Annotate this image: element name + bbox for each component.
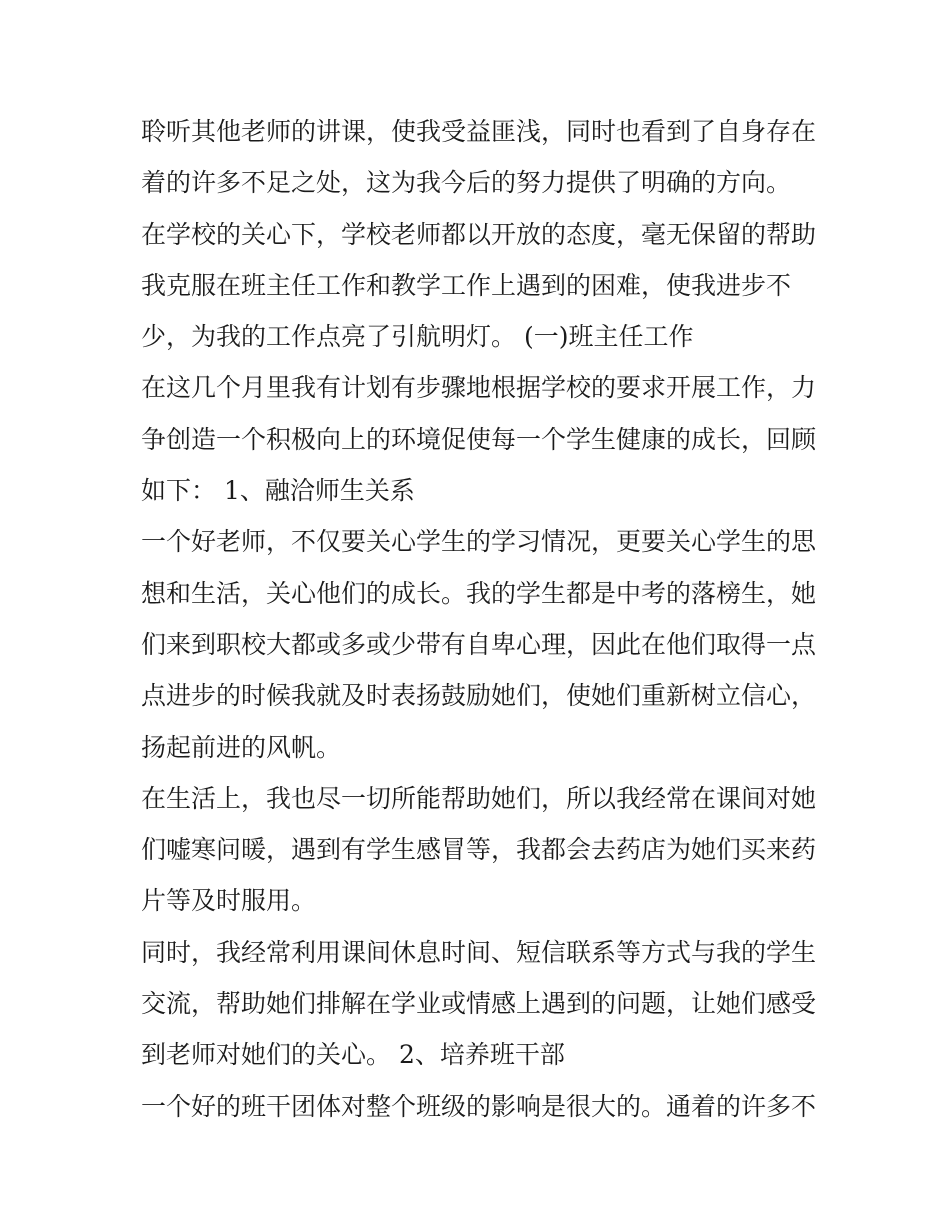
text-line: 交流，帮助她们排解在学业或情感上遇到的问题，让她们感受	[141, 989, 817, 1019]
text-line: 着的许多不足之处，这为我今后的努力提供了明确的方向。	[141, 168, 792, 198]
text-line: 聆听其他老师的讲课，使我受益匪浅，同时也看到了自身存在	[141, 117, 817, 146]
text-line: 一个好老师，不仅要关心学生的学习情况，更要关心学生的思	[141, 527, 817, 557]
text-line: 点进步的时候我就及时表扬鼓励她们，使她们重新树立信心，	[141, 681, 817, 711]
text-line: 们嘘寒问暖，遇到有学生感冒等，我都会去药店为她们买来药	[141, 835, 817, 865]
document-body	[141, 106, 821, 1132]
text-line: 在学校的关心下，学校老师都以开放的态度，毫无保留的帮助	[141, 219, 817, 249]
text-line: 同时，我经常利用课间休息时间、短信联系等方式与我的学生	[141, 937, 817, 967]
text-line: 如下： 1、融洽师生关系	[141, 476, 415, 506]
text-line: 扬起前进的风帆。	[141, 732, 342, 762]
text-line: 在生活上，我也尽一切所能帮助她们，所以我经常在课间对她	[141, 783, 817, 813]
text-line: 在这几个月里我有计划有步骤地根据学校的要求开展工作，力	[141, 373, 817, 403]
text-line: 们来到职校大都或多或少带有自卑心理，因此在他们取得一点	[141, 629, 817, 659]
text-line: 一个好的班干团体对整个班级的影响是很大的。通着的许多不	[141, 1091, 817, 1121]
text-line: 想和生活，关心他们的成长。我的学生都是中考的落榜生，她	[141, 578, 817, 608]
text-line: 少，为我的工作点亮了引航明灯。 (一)班主任工作	[141, 322, 694, 352]
text-line: 片等及时服用。	[141, 886, 317, 916]
text-line: 争创造一个积极向上的环境促使每一个学生健康的成长，回顾	[141, 424, 817, 454]
text-line: 到老师对她们的关心。 2、培养班干部	[141, 1040, 565, 1070]
text-line: 我克服在班主任工作和教学工作上遇到的困难，使我进步不	[141, 270, 792, 300]
